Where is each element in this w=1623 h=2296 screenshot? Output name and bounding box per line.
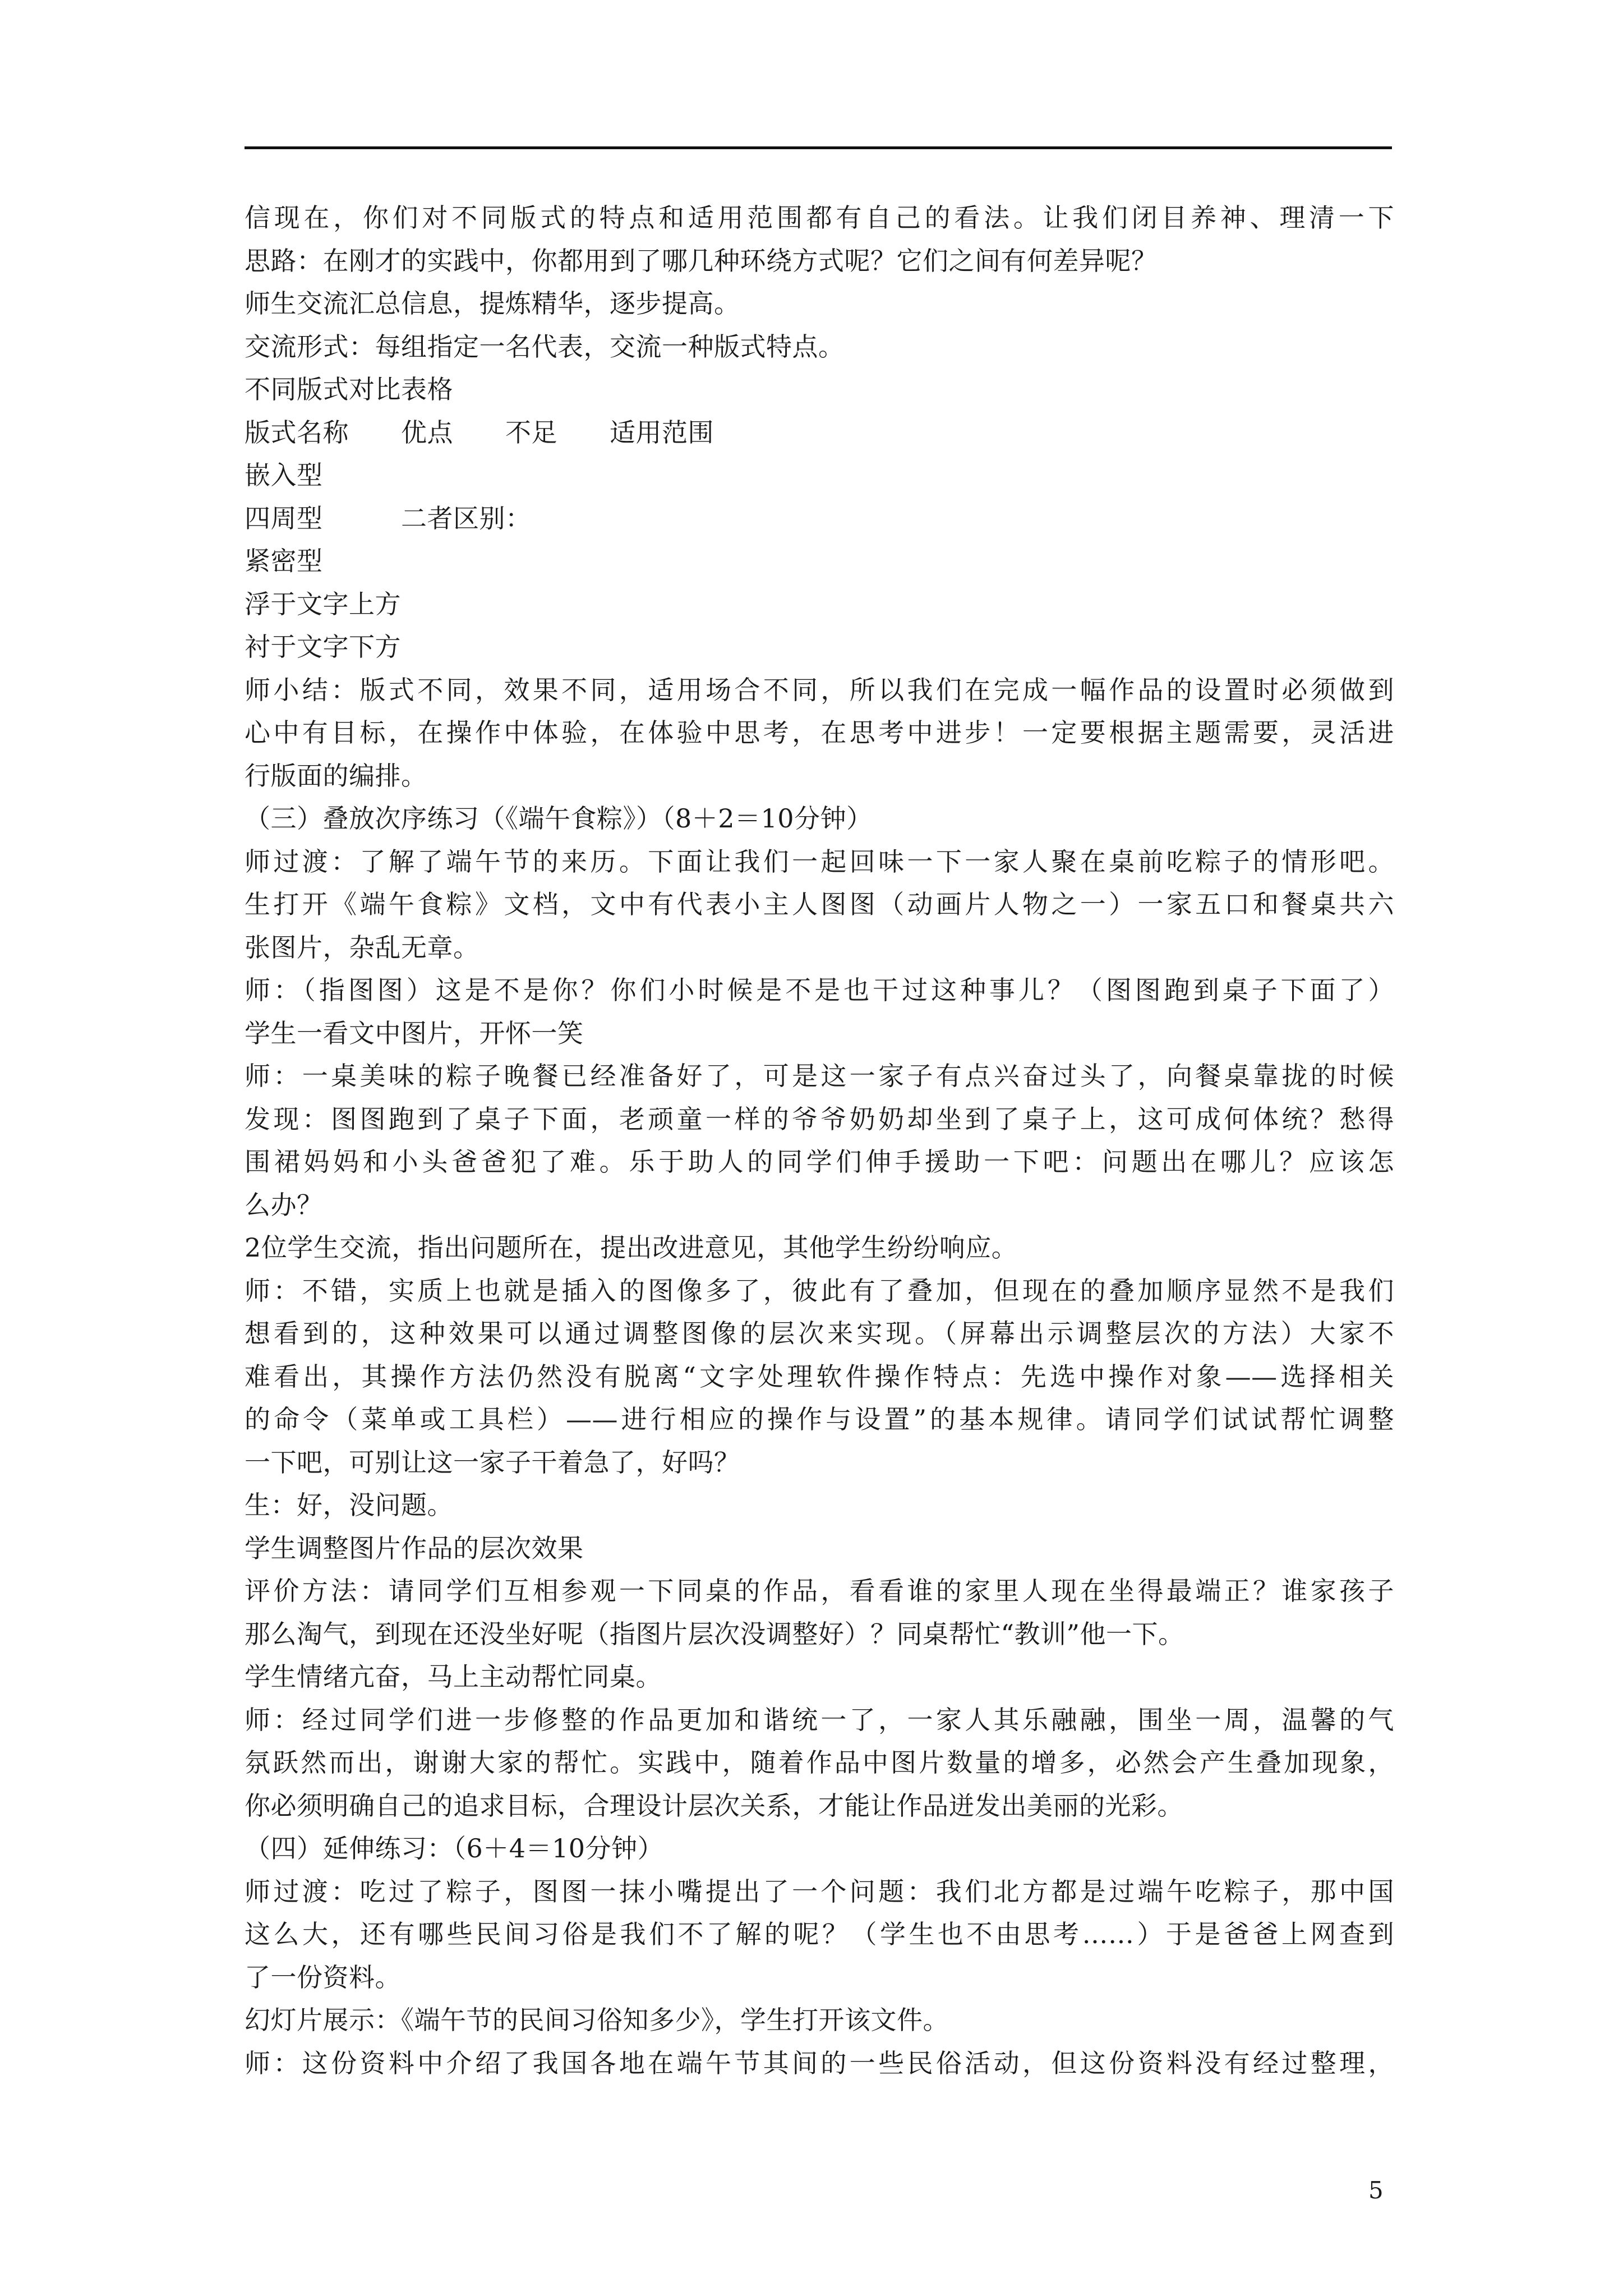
text-line: 难看出，其操作方法仍然没有脱离“文字处理软件操作特点：先选中操作对象——选择相关: [245, 1361, 1394, 1392]
text-line: 四周型 二者区别：: [245, 503, 532, 533]
text-line: 的命令（菜单或工具栏）——进行相应的操作与设置”的基本规律。请同学们试试帮忙调整: [245, 1404, 1394, 1434]
text-line: 思路：在刚才的实践中，你都用到了哪几种环绕方式呢？它们之间有何差异呢？: [245, 245, 1158, 276]
text-line: 师：这份资料中介绍了我国各地在端午节其间的一些民俗活动，但这份资料没有经过整理，: [245, 2047, 1394, 2078]
text-line: 紧密型: [245, 546, 323, 576]
text-line: 信现在，你们对不同版式的特点和适用范围都有自己的看法。让我们闭目养神、理清一下: [245, 203, 1394, 233]
text-line: （四）延伸练习：（6＋4＝10分钟）: [245, 1833, 664, 1864]
text-line: 2位学生交流，指出问题所在，提出改进意见，其他学生纷纷响应。: [245, 1232, 1018, 1263]
text-line: 学生调整图片作品的层次效果: [245, 1533, 584, 1563]
text-line: 行版面的编排。: [245, 760, 427, 791]
text-line: 生：好，没问题。: [245, 1490, 453, 1520]
text-line: 学生情绪亢奋，马上主动帮忙同桌。: [245, 1662, 662, 1692]
text-line: 师过渡：了解了端午节的来历。下面让我们一起回味一下一家人聚在桌前吃粽子的情形吧。: [245, 846, 1394, 877]
text-line: （三）叠放次序练习（《端午食粽》）（8＋2＝10分钟）: [245, 803, 873, 834]
text-line: 这么大，还有哪些民间习俗是我们不了解的呢？（学生也不由思考……）于是爸爸上网查到: [245, 1919, 1394, 1949]
text-line: 学生一看文中图片，开怀一笑: [245, 1018, 584, 1048]
text-line: 围裙妈妈和小头爸爸犯了难。乐于助人的同学们伸手援助一下吧：问题出在哪儿？应该怎: [245, 1147, 1394, 1177]
text-line: 师过渡：吃过了粽子，图图一抹小嘴提出了一个问题：我们北方都是过端午吃粽子，那中国: [245, 1876, 1394, 1907]
text-line: 幻灯片展示：《端午节的民间习俗知多少》，学生打开该文件。: [245, 2005, 949, 2035]
text-line: 衬于文字下方: [245, 632, 401, 662]
text-line: 浮于文字上方: [245, 588, 401, 619]
document-body: [245, 196, 1394, 2085]
text-line: 生打开《端午食粽》文档，文中有代表小主人图图（动画片人物之一）一家五口和餐桌共六: [245, 889, 1394, 919]
text-line: 师：不错，实质上也就是插入的图像多了，彼此有了叠加，但现在的叠加顺序显然不是我们: [245, 1275, 1394, 1306]
text-line: 你必须明确自己的追求目标，合理设计层次关系，才能让作品迸发出美丽的光彩。: [245, 1790, 1183, 1821]
text-line: 师：一桌美味的粽子晚餐已经准备好了，可是这一家子有点兴奋过头了，向餐桌靠拢的时候: [245, 1061, 1394, 1091]
text-line: 心中有目标，在操作中体验，在体验中思考，在思考中进步！一定要根据主题需要，灵活进: [245, 717, 1394, 748]
text-line: 发现：图图跑到了桌子下面，老顽童一样的爷爷奶奶却坐到了桌子上，这可成何体统？愁得: [245, 1103, 1394, 1134]
text-line: 么办？: [245, 1189, 323, 1220]
text-line: 了一份资料。: [245, 1962, 401, 1993]
text-line: 那么淘气，到现在还没坐好呢（指图片层次没调整好）？同桌帮忙“教训”他一下。: [245, 1618, 1184, 1649]
header-rule: [245, 146, 1392, 149]
text-line: 不同版式对比表格: [245, 374, 453, 404]
text-line: 氛跃然而出，谢谢大家的帮忙。实践中，随着作品中图片数量的增多，必然会产生叠加现象，: [245, 1747, 1394, 1778]
text-line: 师：（指图图）这是不是你？你们小时候是不是也干过这种事儿？（图图跑到桌子下面了）: [245, 975, 1394, 1005]
page-number: 5: [1368, 2177, 1384, 2204]
text-line: 交流形式：每组指定一名代表，交流一种版式特点。: [245, 331, 845, 362]
text-line: 嵌入型: [245, 460, 323, 490]
text-line: 师生交流汇总信息，提炼精华，逐步提高。: [245, 288, 740, 319]
text-line: 师：经过同学们进一步修整的作品更加和谐统一了，一家人其乐融融，围坐一周，温馨的气: [245, 1704, 1394, 1735]
text-line: 张图片，杂乱无章。: [245, 932, 479, 963]
text-line: 师小结：版式不同，效果不同，适用场合不同，所以我们在完成一幅作品的设置时必须做到: [245, 674, 1394, 705]
text-line: 一下吧，可别让这一家子干着急了，好吗？: [245, 1447, 740, 1478]
text-line: 评价方法：请同学们互相参观一下同桌的作品，看看谁的家里人现在坐得最端正？谁家孩子: [245, 1576, 1394, 1606]
text-line: 版式名称 优点 不足 适用范围: [245, 417, 714, 448]
text-line: 想看到的，这种效果可以通过调整图像的层次来实现。（屏幕出示调整层次的方法）大家不: [245, 1318, 1394, 1349]
